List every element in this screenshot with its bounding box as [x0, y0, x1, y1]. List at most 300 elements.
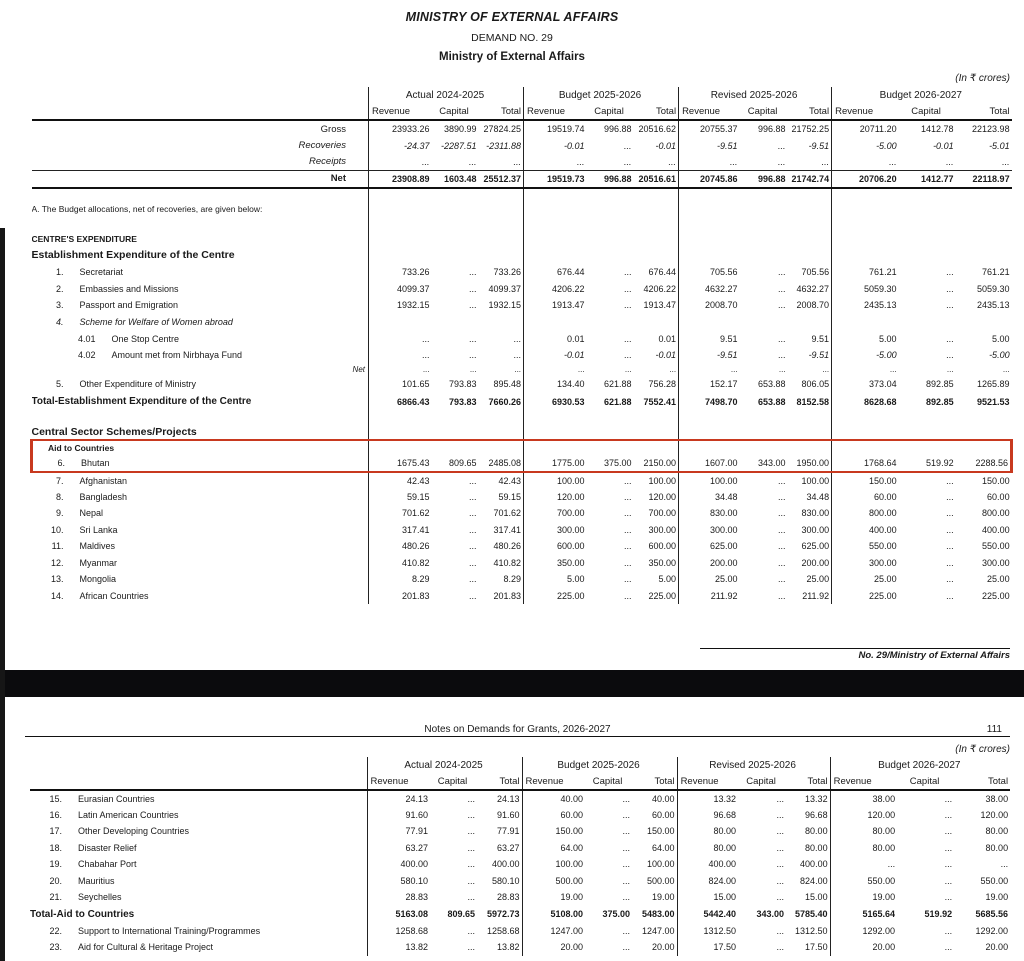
value-cell: 100.00 [648, 475, 677, 486]
table-row [30, 823, 1010, 840]
value-cell [432, 201, 479, 216]
highlighted-row [32, 440, 1012, 456]
value-cell: 200.00 [801, 557, 830, 568]
row-label: Latin American Countries [78, 809, 179, 820]
value-cell [899, 188, 956, 201]
value-cell: 343.00 [740, 456, 788, 473]
value-cell: 24.13 [497, 793, 520, 804]
column-group-header: Budget 2025-2026 [524, 87, 679, 104]
value-cell: 40.00 [652, 793, 675, 804]
value-cell: ... [944, 875, 953, 886]
value-cell: ... [946, 508, 954, 519]
table-row [32, 424, 1012, 440]
value-cell: ... [776, 826, 785, 837]
value-cell [479, 246, 524, 264]
value-cell [899, 411, 956, 424]
row-number: 4.01 [77, 333, 96, 344]
value-cell: -2311.88 [486, 140, 522, 151]
table-row [30, 923, 1010, 940]
value-cell [956, 411, 1012, 424]
value-cell: 1265.89 [977, 378, 1010, 389]
value-cell [956, 201, 1012, 216]
value-cell [369, 314, 432, 331]
value-cell: ... [946, 491, 954, 502]
row-label: Other Expenditure of Ministry [79, 378, 197, 389]
value-cell [956, 188, 1012, 201]
value-cell: 60.00 [652, 809, 675, 820]
page-number: 111 [986, 724, 1002, 735]
value-cell: 80.00 [830, 823, 897, 840]
value-cell: 400.00 [982, 524, 1010, 535]
value-cell: 15.00 [805, 892, 828, 903]
value-cell: 580.10 [492, 875, 520, 886]
row-label-cell [32, 472, 369, 489]
value-cell [524, 216, 587, 231]
table-row [30, 906, 1010, 923]
value-cell: ... [587, 154, 634, 170]
value-cell: 996.88 [740, 170, 788, 188]
row-label-cell [30, 939, 367, 956]
value-cell: 1603.48 [432, 170, 479, 188]
value-cell [899, 440, 956, 456]
table-row [30, 873, 1010, 890]
sub-column-header: Capital [897, 774, 954, 790]
value-cell: 761.21 [832, 264, 899, 281]
value-cell: 2008.70 [796, 300, 830, 311]
table-row [32, 188, 1012, 201]
row-label-cell [32, 456, 369, 473]
row-label: Total-Establishment Expenditure of the Centre [31, 396, 252, 407]
value-cell: 793.83 [448, 396, 477, 407]
row-label-cell [32, 216, 369, 231]
value-cell: 23933.26 [369, 120, 432, 137]
value-cell: 653.88 [758, 378, 786, 389]
value-cell: 4099.37 [369, 281, 432, 298]
row-label-cell [32, 411, 369, 424]
value-cell: 400.00 [677, 856, 738, 873]
value-cell: 225.00 [524, 588, 587, 605]
value-cell [524, 201, 587, 216]
value-cell [432, 440, 479, 456]
value-cell: 343.00 [756, 909, 785, 919]
value-cell: ... [469, 364, 477, 374]
value-cell: ... [830, 856, 897, 873]
value-cell: 20711.20 [832, 120, 899, 137]
value-cell: 6930.53 [524, 392, 587, 411]
value-cell: 38.00 [830, 790, 897, 807]
value-cell: 373.04 [832, 376, 899, 393]
row-number: 8. [55, 491, 64, 502]
row-label-cell [32, 120, 369, 137]
value-cell [899, 314, 956, 331]
value-cell: 300.00 [801, 524, 830, 535]
value-cell: ... [944, 892, 953, 903]
row-number: 19. [49, 859, 62, 870]
value-cell [832, 246, 899, 264]
value-cell: 300.00 [648, 524, 677, 535]
value-cell: 400.00 [367, 856, 430, 873]
value-cell: -5.00 [989, 349, 1010, 360]
value-cell [369, 231, 432, 246]
value-cell: 25.00 [679, 571, 740, 588]
value-cell [899, 231, 956, 246]
value-cell: 60.00 [522, 807, 585, 824]
value-cell: ... [624, 475, 632, 486]
value-cell: 625.00 [801, 541, 830, 552]
table-row [32, 137, 1012, 154]
value-cell: 600.00 [524, 538, 587, 555]
value-cell: ... [468, 267, 477, 278]
value-cell [740, 424, 788, 440]
value-cell: 824.00 [677, 873, 738, 890]
row-label-cell [32, 538, 369, 555]
value-cell: ... [944, 859, 953, 870]
value-cell: ... [1002, 364, 1010, 374]
value-cell: 120.00 [524, 489, 587, 506]
value-cell: 824.00 [800, 875, 828, 886]
column-group-header: Actual 2024-2025 [367, 757, 522, 774]
value-cell: 80.00 [805, 842, 828, 853]
value-cell: 4099.37 [488, 283, 522, 294]
table-row [32, 363, 1012, 376]
sub-column-header: Capital [899, 104, 956, 120]
value-cell: 7552.41 [643, 396, 677, 407]
value-cell: 700.00 [648, 508, 677, 519]
table-row [32, 522, 1012, 539]
value-cell [524, 411, 587, 424]
value-cell [740, 440, 788, 456]
value-cell: 59.15 [498, 491, 522, 502]
value-cell: ... [946, 590, 954, 601]
value-cell: ... [622, 826, 631, 837]
value-cell: ... [468, 524, 477, 535]
table-row [32, 264, 1012, 281]
value-cell: 4632.27 [679, 281, 740, 298]
value-cell: 701.62 [369, 505, 432, 522]
value-cell: 1247.00 [522, 923, 585, 940]
value-cell: 100.00 [647, 859, 675, 870]
row-number: 14. [50, 590, 64, 601]
value-cell: 5.00 [992, 333, 1010, 344]
value-cell [479, 188, 524, 201]
value-cell: ... [788, 154, 832, 170]
row-number: 15. [49, 793, 62, 804]
row-number: 17. [49, 826, 62, 837]
value-cell: ... [778, 140, 786, 151]
value-cell [679, 201, 740, 216]
sub-column-header: Revenue [369, 104, 432, 120]
value-cell: 621.88 [604, 396, 632, 407]
value-cell: ... [778, 574, 786, 585]
value-cell [788, 246, 832, 264]
value-cell: ... [467, 942, 475, 953]
value-cell: ... [832, 154, 899, 170]
value-cell: 580.10 [367, 873, 430, 890]
row-label: CENTRE'S EXPENDITURE [31, 233, 137, 244]
value-cell: 80.00 [677, 823, 738, 840]
value-cell: 410.82 [493, 557, 522, 568]
value-cell: -2287.51 [440, 140, 477, 151]
value-cell [832, 314, 899, 331]
value-cell: ... [778, 267, 786, 278]
value-cell: ... [778, 349, 786, 360]
column-group-header: Budget 2026-2027 [832, 87, 1012, 104]
row-number: 6. [57, 458, 65, 469]
value-cell: 7498.70 [679, 392, 740, 411]
value-cell: 25.00 [987, 574, 1010, 585]
value-cell: 400.00 [492, 859, 520, 870]
value-cell [788, 314, 832, 331]
value-cell: 300.00 [982, 557, 1010, 568]
value-cell: 120.00 [648, 491, 677, 502]
table-row [32, 170, 1012, 188]
value-cell: 19519.73 [524, 170, 587, 188]
value-cell: 1775.00 [524, 456, 587, 473]
row-label: One Stop Centre [111, 333, 180, 344]
value-cell: 101.65 [369, 376, 432, 393]
value-cell: 375.00 [602, 909, 631, 919]
value-cell [740, 216, 788, 231]
value-cell: 733.26 [493, 267, 522, 278]
value-cell: ... [468, 333, 477, 344]
row-label-cell [32, 331, 369, 347]
value-cell: 700.00 [524, 505, 587, 522]
value-cell: 225.00 [832, 588, 899, 605]
value-cell: 5108.00 [522, 906, 585, 923]
value-cell: ... [899, 154, 956, 170]
value-cell: ... [946, 267, 954, 278]
row-label: Afghanistan [79, 475, 128, 486]
corner-cell [32, 104, 369, 120]
value-cell: 80.00 [985, 826, 1009, 837]
value-cell: 5972.73 [486, 909, 520, 919]
table-row [32, 571, 1012, 588]
row-label: Receipts [309, 156, 346, 168]
row-number: 4. [55, 317, 64, 327]
value-cell: 1258.68 [486, 925, 520, 936]
value-cell [369, 411, 432, 424]
row-label: Mauritius [78, 875, 115, 886]
value-cell: 1312.50 [795, 925, 828, 936]
value-cell: ... [624, 140, 632, 151]
value-cell: 17.50 [677, 939, 738, 956]
sub-column-header: Capital [432, 104, 479, 120]
value-cell: 200.00 [679, 555, 740, 572]
row-label-cell [32, 347, 369, 363]
value-cell: 519.92 [899, 456, 956, 473]
value-cell: 5059.30 [977, 283, 1010, 294]
value-cell: -9.51 [679, 347, 740, 363]
value-cell [524, 246, 587, 264]
value-cell: 23908.89 [369, 170, 432, 188]
table-row [32, 120, 1012, 137]
value-cell: -5.00 [832, 347, 899, 363]
value-cell: 621.88 [604, 378, 632, 389]
value-cell: 410.82 [369, 555, 432, 572]
value-cell: 809.65 [432, 456, 479, 473]
row-label-cell [30, 823, 367, 840]
value-cell: 22123.98 [972, 124, 1010, 134]
value-cell: 550.00 [830, 873, 897, 890]
value-cell: 1913.47 [524, 297, 587, 314]
sub-column-header: Revenue [830, 774, 897, 790]
value-cell [369, 246, 432, 264]
value-cell [479, 424, 524, 440]
demand-number: DEMAND NO. 29 [471, 32, 553, 44]
row-label-cell [32, 489, 369, 506]
value-cell: ... [513, 333, 522, 344]
value-cell: 25.00 [806, 574, 830, 585]
value-cell [788, 188, 832, 201]
row-label: Scheme for Welfare of Women abroad [79, 317, 233, 327]
value-cell: 756.28 [648, 378, 677, 389]
value-cell [634, 246, 679, 264]
value-cell: 120.00 [830, 807, 897, 824]
value-cell: 676.44 [524, 264, 587, 281]
value-cell: 400.00 [832, 522, 899, 539]
row-label: Seychelles [78, 892, 122, 903]
value-cell [587, 246, 634, 264]
value-cell: 2435.13 [977, 300, 1010, 311]
value-cell: 13.32 [677, 790, 738, 807]
value-cell: 5.00 [832, 331, 899, 347]
value-cell: ... [778, 524, 786, 535]
value-cell: ... [624, 267, 632, 278]
ministry-title: MINISTRY OF EXTERNAL AFFAIRS [405, 10, 619, 24]
value-cell: 793.83 [448, 378, 477, 389]
value-cell: 38.00 [985, 793, 1009, 804]
sub-column-header: Total [632, 774, 677, 790]
sub-column-header: Revenue [679, 104, 740, 120]
value-cell: ... [468, 508, 477, 519]
sub-column-header: Revenue [524, 104, 587, 120]
value-cell: 9521.53 [977, 396, 1010, 407]
value-cell: 701.62 [493, 508, 522, 519]
row-label-cell [32, 440, 369, 456]
value-cell: 600.00 [648, 541, 677, 552]
value-cell [634, 424, 679, 440]
value-cell: 211.92 [802, 590, 830, 601]
value-cell: ... [944, 842, 953, 853]
row-number: 2. [55, 283, 64, 294]
value-cell: -9.51 [808, 349, 830, 360]
value-cell [788, 424, 832, 440]
value-cell: ... [778, 300, 786, 311]
value-cell [432, 246, 479, 264]
value-cell: 653.88 [758, 396, 786, 407]
value-cell: ... [946, 333, 954, 344]
value-cell: 400.00 [800, 859, 828, 870]
value-cell: ... [776, 859, 785, 870]
value-cell: 225.00 [648, 590, 677, 601]
value-cell: ... [946, 475, 954, 486]
value-cell [832, 231, 899, 246]
row-label-cell [32, 137, 369, 154]
value-cell [740, 201, 788, 216]
value-cell: ... [946, 300, 954, 311]
value-cell: 20.00 [652, 942, 675, 953]
value-cell [679, 440, 740, 456]
value-cell: 705.56 [679, 264, 740, 281]
value-cell: 22118.97 [956, 170, 1012, 188]
value-cell: ... [776, 942, 785, 953]
value-cell: 5685.56 [975, 909, 1009, 919]
highlighted-row [32, 456, 1012, 473]
value-cell [832, 440, 899, 456]
row-number: 21. [49, 892, 62, 903]
value-cell: 375.00 [587, 456, 634, 473]
value-cell [679, 424, 740, 440]
value-cell [587, 216, 634, 231]
row-label-cell [32, 170, 369, 188]
table-row [32, 489, 1012, 506]
value-cell: ... [624, 524, 632, 535]
value-cell: 892.85 [926, 396, 954, 407]
value-cell: 996.88 [587, 170, 634, 188]
value-cell [788, 201, 832, 216]
budget-table-page1 [30, 87, 1013, 604]
value-cell: 25.00 [832, 571, 899, 588]
corner-cell [32, 87, 369, 104]
value-cell: ... [467, 809, 475, 820]
table-row [32, 216, 1012, 231]
value-cell: 1247.00 [642, 925, 675, 936]
row-label: Amount met from Nirbhaya Fund [111, 349, 243, 360]
value-cell: 800.00 [832, 505, 899, 522]
value-cell: 21752.25 [791, 124, 830, 134]
row-label-cell [32, 522, 369, 539]
value-cell: ... [468, 590, 477, 601]
value-cell: 317.41 [493, 524, 522, 535]
value-cell: ... [514, 364, 522, 374]
value-cell: 550.00 [832, 538, 899, 555]
value-cell: ... [669, 364, 677, 374]
value-cell: ... [778, 475, 786, 486]
value-cell: 34.48 [806, 491, 830, 502]
row-label: Other Developing Countries [78, 826, 190, 837]
sub-column-header: Revenue [522, 774, 585, 790]
value-cell: 500.00 [647, 875, 675, 886]
row-number: 9. [55, 508, 64, 519]
value-cell: 152.17 [679, 376, 740, 393]
row-label-cell [32, 154, 369, 170]
row-number: 7. [55, 475, 64, 486]
value-cell: 800.00 [982, 508, 1010, 519]
value-cell: 550.00 [982, 541, 1010, 552]
value-cell: 1412.78 [921, 124, 954, 134]
value-cell [479, 201, 524, 216]
value-cell: 5442.40 [677, 906, 738, 923]
budget-table-page2 [30, 757, 1010, 956]
value-cell: ... [467, 925, 475, 936]
row-label: A. The Budget allocations, net of recoveries, are given below: [31, 203, 263, 214]
value-cell [956, 246, 1012, 264]
column-group-header: Budget 2025-2026 [522, 757, 677, 774]
value-cell: 60.00 [987, 491, 1010, 502]
value-cell: ... [369, 331, 432, 347]
table-row [32, 411, 1012, 424]
row-label: Bhutan [81, 458, 110, 469]
value-cell: 2485.08 [479, 456, 524, 473]
value-cell: ... [778, 541, 786, 552]
row-number: 11. [51, 541, 64, 552]
value-cell: 201.83 [369, 588, 432, 605]
value-cell: -0.01 [655, 140, 677, 151]
value-cell: 21742.74 [788, 170, 832, 188]
value-cell: 733.26 [369, 264, 432, 281]
value-cell: ... [679, 363, 740, 376]
row-number: 10. [50, 524, 64, 535]
